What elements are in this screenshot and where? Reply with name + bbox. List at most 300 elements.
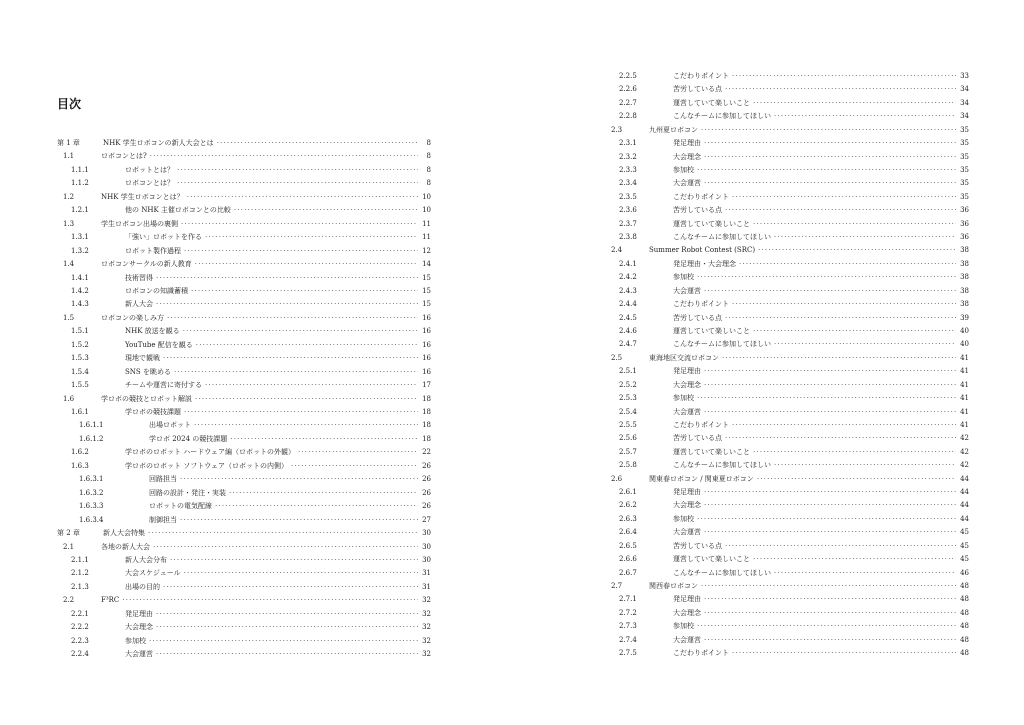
toc-entry-title: 学生ロボコン出場の裏側	[101, 219, 178, 228]
toc-entry[interactable]	[605, 406, 969, 418]
toc-leader-dots	[194, 419, 418, 431]
toc-entry[interactable]	[605, 191, 969, 203]
toc-entry[interactable]	[605, 580, 969, 592]
toc-entry-page: 45	[960, 528, 969, 537]
toc-entry-title: 大会運営	[125, 650, 153, 659]
toc-entry[interactable]	[57, 648, 431, 660]
toc-entry-number: 2.7.5	[619, 649, 637, 658]
toc-entry-number: 2.6	[611, 474, 623, 483]
toc-entry[interactable]	[57, 298, 431, 310]
toc-entry-page: 46	[960, 568, 969, 577]
toc-entry-title: 出場の目的	[125, 582, 160, 591]
toc-leader-dots	[725, 83, 956, 95]
toc-entry-number: 2.4.2	[619, 273, 637, 282]
toc-entry-page: 32	[422, 623, 431, 632]
toc-entry-page: 48	[960, 649, 969, 658]
toc-entry[interactable]	[605, 593, 969, 605]
toc-entry[interactable]	[605, 620, 969, 632]
toc-entry-number: 1.4.1	[71, 273, 89, 282]
toc-entry-number: 第 1 章	[57, 139, 80, 147]
toc-entry-page: 45	[960, 555, 969, 564]
toc-entry[interactable]	[57, 514, 431, 526]
toc-entry-title: 大会運営	[673, 179, 701, 188]
toc-entry-number: 2.6.7	[619, 568, 637, 577]
toc-entry[interactable]	[605, 312, 969, 324]
toc-entry[interactable]	[57, 312, 431, 324]
toc-entry-number: 2.5.8	[619, 461, 637, 470]
toc-entry-page: 32	[422, 609, 431, 618]
toc-entry[interactable]	[605, 271, 969, 283]
toc-entry-number: 2.3	[611, 125, 623, 134]
toc-entry[interactable]	[605, 567, 969, 579]
toc-entry[interactable]	[605, 499, 969, 511]
toc-entry-number: 2.6.1	[619, 488, 637, 497]
toc-entry[interactable]	[605, 218, 969, 230]
toc-entry-title: 現地で観戦	[125, 354, 160, 363]
toc-entry-page: 40	[960, 326, 969, 335]
toc-entry-title: ロボコンとは?	[101, 152, 147, 161]
toc-entry[interactable]	[605, 70, 969, 82]
toc-entry[interactable]	[605, 419, 969, 431]
toc-leader-dots	[753, 325, 956, 337]
toc-leader-dots	[163, 581, 418, 593]
toc-entry-number: 2.1.1	[71, 555, 89, 564]
toc-entry-number: 1.6.1.1	[79, 421, 104, 430]
toc-entry[interactable]	[605, 164, 969, 176]
toc-leader-dots	[195, 393, 418, 405]
toc-entry[interactable]	[605, 177, 969, 189]
toc-entry-page: 48	[960, 581, 969, 590]
toc-leader-dots	[150, 150, 418, 162]
toc-entry-page: 35	[960, 139, 969, 148]
toc-title: 目次	[57, 97, 82, 111]
toc-leader-dots	[704, 634, 956, 646]
toc-entry[interactable]	[605, 325, 969, 337]
toc-entry[interactable]	[57, 272, 431, 284]
toc-entry-page: 31	[422, 582, 431, 591]
toc-entry[interactable]	[605, 486, 969, 498]
toc-entry-page: 48	[960, 622, 969, 631]
toc-entry-number: 2.7	[611, 581, 623, 590]
toc-entry-page: 35	[960, 192, 969, 201]
toc-entry-title: F³RC	[101, 596, 120, 605]
toc-entry-page: 30	[422, 542, 431, 551]
toc-leader-dots	[183, 325, 418, 337]
toc-entry-number: 1.1.2	[71, 179, 89, 188]
toc-entry-number: 2.7.1	[619, 595, 637, 604]
toc-leader-dots	[217, 137, 418, 149]
toc-entry-number: 2.3.8	[619, 233, 637, 242]
toc-entry-page: 41	[960, 394, 969, 403]
toc-entry[interactable]	[57, 164, 431, 176]
toc-entry-title: ロボット製作過程	[125, 246, 181, 255]
toc-entry-number: 1.6.3	[71, 461, 89, 470]
toc-entry-page: 32	[422, 596, 431, 605]
toc-entry-page: 8	[426, 139, 431, 147]
toc-leader-dots	[122, 594, 418, 606]
toc-entry[interactable]	[57, 204, 431, 216]
toc-entry-number: 2.2.4	[71, 650, 89, 659]
toc-entry-number: 2.7.3	[619, 622, 637, 631]
toc-entry[interactable]	[605, 365, 969, 377]
toc-entry-number: 2.2.7	[619, 98, 637, 107]
toc-entry-title: 大会運営	[673, 407, 701, 416]
toc-entry-page: 15	[422, 300, 431, 309]
toc-entry-title: 九州夏ロボコン	[649, 125, 698, 134]
toc-leader-dots	[153, 541, 418, 553]
toc-entry-title: 学ロボのロボット ハードウェア編（ロボットの外観）	[125, 448, 295, 457]
toc-entry-title: 関西春ロボコン	[649, 581, 698, 590]
toc-entry-page: 26	[422, 488, 431, 497]
toc-entry-number: 2.3.1	[619, 139, 637, 148]
toc-entry[interactable]	[605, 97, 969, 109]
toc-entry-number: 2.7.4	[619, 635, 637, 644]
toc-entry-page: 38	[960, 259, 969, 268]
toc-leader-dots	[177, 177, 418, 189]
toc-entry[interactable]	[605, 151, 969, 163]
toc-entry-page: 26	[422, 502, 431, 511]
toc-entry[interactable]	[57, 150, 431, 162]
toc-entry-number: 1.1.1	[71, 165, 89, 174]
toc-entry-number: 2.2	[63, 596, 75, 605]
toc-entry-title: こんなチームに参加してほしい	[673, 112, 771, 121]
toc-entry-number: 2.6.6	[619, 555, 637, 564]
toc-entry-title: こんなチームに参加してほしい	[673, 461, 771, 470]
toc-entry-number: 1.6.3.2	[79, 488, 104, 497]
toc-entry[interactable]	[57, 191, 431, 203]
toc-entry-title: 新人大会分布	[125, 555, 167, 564]
toc-entry-number: 1.5.2	[71, 340, 89, 349]
toc-entry[interactable]	[57, 137, 431, 149]
toc-entry-page: 8	[426, 165, 431, 174]
toc-entry-title: 参加校	[125, 636, 146, 645]
toc-entry[interactable]	[57, 258, 431, 270]
toc-entry-number: 2.4.5	[619, 313, 637, 322]
toc-leader-dots	[697, 271, 956, 283]
toc-leader-dots	[758, 244, 956, 256]
toc-entry-title: ロボコンとは？	[125, 179, 174, 188]
toc-entry-title: YouTube 配信を観る	[125, 340, 193, 349]
toc-leader-dots	[722, 352, 956, 364]
toc-leader-dots	[156, 608, 418, 620]
toc-entry-title: 学ロボの競技課題	[125, 408, 181, 416]
toc-entry-page: 34	[960, 112, 969, 121]
toc-entry-page: 16	[422, 340, 431, 349]
toc-entry-number: 1.6.1	[71, 408, 89, 416]
toc-leader-dots	[184, 406, 418, 418]
toc-entry[interactable]	[57, 567, 431, 579]
toc-entry[interactable]	[57, 419, 431, 431]
toc-entry[interactable]	[57, 393, 431, 405]
toc-leader-dots	[732, 647, 956, 659]
toc-entry-page: 34	[960, 98, 969, 107]
toc-entry-number: 2.1.3	[71, 582, 89, 591]
toc-entry[interactable]	[605, 258, 969, 270]
toc-entry-title: 参加校	[673, 273, 694, 282]
toc-leader-dots	[704, 406, 956, 418]
toc-entry[interactable]	[605, 446, 969, 458]
toc-leader-dots	[704, 526, 956, 538]
toc-entry-title: 他の NHK 主催ロボコンとの比較	[125, 206, 231, 215]
toc-entry-page: 42	[960, 461, 969, 470]
toc-entry[interactable]	[57, 231, 431, 243]
toc-leader-dots	[234, 204, 418, 216]
toc-entry-number: 2.3.6	[619, 206, 637, 215]
toc-entry-page: 44	[960, 501, 969, 510]
toc-entry-page: 11	[422, 233, 431, 242]
toc-entry[interactable]	[605, 379, 969, 391]
toc-entry-page: 18	[422, 421, 431, 430]
toc-entry-page: 41	[960, 367, 969, 376]
toc-leader-dots	[156, 272, 418, 284]
toc-entry[interactable]	[605, 231, 969, 243]
toc-entry[interactable]	[57, 500, 431, 512]
toc-entry[interactable]	[57, 460, 431, 472]
toc-entry-title: 苦労している点	[673, 434, 722, 443]
toc-entry[interactable]	[57, 581, 431, 593]
toc-leader-dots	[704, 607, 956, 619]
toc-entry[interactable]	[57, 406, 431, 418]
toc-entry[interactable]	[605, 285, 969, 297]
toc-entry-page: 33	[960, 72, 969, 80]
toc-entry-page: 16	[422, 327, 431, 336]
toc-entry[interactable]	[57, 285, 431, 297]
toc-entry-title: 回路の設計・発注・実装	[149, 488, 226, 497]
toc-entry-page: 30	[422, 555, 431, 564]
toc-entry[interactable]	[605, 432, 969, 444]
toc-entry[interactable]	[605, 540, 969, 552]
toc-entry-number: 1.6.3.4	[79, 515, 104, 524]
toc-entry-page: 26	[422, 461, 431, 470]
toc-entry-page: 39	[960, 313, 969, 322]
toc-entry-title: 発足理由・大会理念	[673, 259, 736, 268]
toc-entry-number: 2.6.5	[619, 541, 637, 550]
toc-leader-dots	[774, 459, 956, 471]
toc-entry-number: 1.6.3.1	[79, 475, 104, 484]
toc-entry-number: 2.2.2	[71, 623, 89, 632]
toc-entry-page: 18	[422, 394, 431, 403]
toc-entry-number: 1.5	[63, 313, 75, 322]
toc-entry[interactable]	[57, 218, 431, 230]
toc-leader-dots	[298, 446, 418, 458]
toc-entry[interactable]	[57, 594, 431, 606]
toc-entry[interactable]	[57, 621, 431, 633]
toc-leader-dots	[156, 621, 418, 633]
toc-entry[interactable]	[57, 379, 431, 391]
toc-leader-dots	[774, 231, 956, 243]
toc-entry[interactable]	[605, 553, 969, 565]
toc-entry-title: 学ロボ 2024 の競技課題	[149, 434, 228, 443]
toc-entry[interactable]	[57, 446, 431, 458]
toc-entry-title: 出場ロボット	[149, 421, 191, 430]
toc-entry-number: 2.4.1	[619, 259, 637, 268]
toc-entry-number: 1.3	[63, 219, 75, 228]
toc-entry[interactable]	[605, 83, 969, 95]
toc-leader-dots	[215, 500, 418, 512]
toc-entry-title: 運営していて楽しいこと	[673, 98, 750, 107]
toc-leader-dots	[732, 419, 956, 431]
toc-leader-dots	[177, 164, 418, 176]
toc-entry-title: 運営していて楽しいこと	[673, 326, 750, 335]
toc-entry-number: 1.1	[63, 152, 75, 161]
toc-leader-dots	[149, 635, 418, 647]
toc-leader-dots	[181, 218, 418, 230]
toc-leader-dots	[704, 593, 956, 605]
toc-entry-page: 44	[960, 474, 969, 483]
toc-entry-page: 38	[960, 273, 969, 282]
toc-entry-number: 2.3.2	[619, 152, 637, 161]
toc-entry-title: NHK 放送を観る	[125, 327, 180, 336]
toc-leader-dots	[704, 285, 956, 297]
toc-entry-number: 2.2.3	[71, 636, 89, 645]
toc-entry-title: 発足理由	[673, 367, 701, 376]
toc-leader-dots	[191, 285, 418, 297]
toc-entry-page: 16	[422, 313, 431, 322]
toc-entry-title: 東海地区交流ロボコン	[649, 353, 719, 362]
toc-entry-title: 苦労している点	[673, 313, 722, 322]
toc-entry-title: 大会理念	[673, 501, 701, 510]
toc-entry-number: 1.3.1	[71, 233, 89, 242]
toc-entry[interactable]	[605, 137, 969, 149]
toc-entry[interactable]	[57, 245, 431, 257]
toc-entry-title: NHK 学生ロボコンの新人大会とは	[103, 139, 214, 147]
toc-leader-dots	[753, 446, 956, 458]
toc-leader-dots	[148, 527, 418, 539]
toc-entry-title: こだわりポイント	[673, 192, 729, 201]
toc-entry[interactable]	[57, 541, 431, 553]
toc-leader-dots	[704, 499, 956, 511]
toc-entry-page: 10	[422, 206, 431, 215]
toc-entry[interactable]	[57, 433, 431, 445]
toc-leader-dots	[774, 567, 956, 579]
toc-entry-number: 1.6.2	[71, 448, 89, 457]
toc-entry[interactable]	[605, 298, 969, 310]
toc-entry-page: 36	[960, 219, 969, 228]
toc-entry-title: こんなチームに参加してほしい	[673, 233, 771, 242]
toc-leader-dots	[704, 486, 956, 498]
toc-entry-number: 1.4.2	[71, 286, 89, 295]
toc-entry-number: 2.5.1	[619, 367, 637, 376]
toc-entry-title: 大会理念	[125, 623, 153, 632]
toc-entry-number: 2.2.8	[619, 112, 637, 121]
toc-entry-title: 技術習得	[125, 273, 153, 282]
toc-entry[interactable]	[605, 526, 969, 538]
toc-entry[interactable]	[605, 607, 969, 619]
toc-entry-page: 16	[422, 367, 431, 376]
toc-leader-dots	[697, 513, 956, 525]
toc-leader-dots	[774, 338, 956, 350]
toc-entry[interactable]	[57, 527, 431, 539]
toc-entry[interactable]	[57, 366, 431, 378]
toc-entry-title: 大会運営	[673, 635, 701, 644]
toc-entry-title: ロボットの電気配線	[149, 502, 212, 511]
toc-entry-number: 2.5.4	[619, 407, 637, 416]
toc-entry[interactable]	[605, 338, 969, 350]
toc-entry-title: 制御担当	[149, 515, 177, 524]
toc-entry-number: 2.7.2	[619, 608, 637, 617]
toc-entry-title: 参加校	[673, 165, 694, 174]
toc-entry-number: 2.5.5	[619, 420, 637, 429]
toc-leader-dots	[187, 191, 418, 203]
toc-entry-number: 1.3.2	[71, 246, 89, 255]
toc-entry-title: 運営していて楽しいこと	[673, 219, 750, 228]
toc-entry-page: 15	[422, 273, 431, 282]
toc-entry[interactable]	[605, 124, 969, 136]
toc-leader-dots	[156, 648, 418, 660]
toc-entry-title: Summer Robot Contest (SRC)	[649, 246, 756, 255]
toc-entry-title: こんなチームに参加してほしい	[673, 340, 771, 349]
toc-entry[interactable]	[605, 634, 969, 646]
toc-leader-dots	[725, 432, 956, 444]
toc-entry[interactable]	[605, 513, 969, 525]
toc-entry-title: こだわりポイント	[673, 649, 729, 658]
toc-entry-title: 各地の新人大会	[101, 542, 150, 551]
toc-entry-number: 2.5.7	[619, 447, 637, 456]
toc-entry[interactable]	[605, 459, 969, 471]
toc-entry-number: 1.5.3	[71, 354, 89, 363]
toc-entry[interactable]	[57, 325, 431, 337]
toc-leader-dots	[195, 258, 418, 270]
toc-entry-page: 26	[422, 475, 431, 484]
toc-entry[interactable]	[605, 352, 969, 364]
toc-entry-page: 38	[960, 286, 969, 295]
toc-entry-title: 発足理由	[673, 139, 701, 148]
toc-entry-page: 45	[960, 541, 969, 550]
toc-entry[interactable]	[57, 608, 431, 620]
toc-entry-title: 学ロボのロボット ソフトウェア（ロボットの内側）	[125, 461, 288, 470]
toc-entry[interactable]	[605, 110, 969, 122]
toc-entry[interactable]	[57, 352, 431, 364]
toc-entry-title: 苦労している点	[673, 85, 722, 94]
toc-entry[interactable]	[57, 635, 431, 647]
toc-leader-dots	[180, 514, 418, 526]
toc-entry-title: 大会運営	[673, 528, 701, 537]
toc-entry-page: 18	[422, 408, 431, 416]
toc-entry[interactable]	[605, 244, 969, 256]
toc-leader-dots	[725, 312, 956, 324]
toc-entry-title: 参加校	[673, 622, 694, 631]
toc-entry[interactable]	[57, 473, 431, 485]
toc-entry-title: ロボットとは？	[125, 165, 174, 174]
toc-entry[interactable]	[605, 647, 969, 659]
toc-entry-number: 第 2 章	[57, 529, 80, 538]
toc-entry[interactable]	[605, 473, 969, 485]
toc-entry[interactable]	[57, 339, 431, 351]
toc-entry-page: 32	[422, 650, 431, 659]
toc-entry-number: 2.5	[611, 353, 623, 362]
toc-entry-page: 27	[422, 515, 431, 524]
toc-leader-dots	[205, 231, 418, 243]
toc-leader-dots	[753, 553, 956, 565]
toc-entry[interactable]	[605, 392, 969, 404]
toc-entry[interactable]	[57, 177, 431, 189]
toc-leader-dots	[291, 460, 418, 472]
toc-leader-dots	[701, 124, 956, 136]
toc-entry[interactable]	[57, 487, 431, 499]
toc-entry-title: 参加校	[673, 394, 694, 403]
toc-entry-page: 44	[960, 488, 969, 497]
toc-entry-title: 苦労している点	[673, 541, 722, 550]
toc-entry-page: 11	[422, 219, 431, 228]
toc-entry[interactable]	[605, 204, 969, 216]
toc-entry-number: 1.6.1.2	[79, 434, 104, 443]
toc-entry-page: 36	[960, 233, 969, 242]
toc-entry-number: 2.4.6	[619, 326, 637, 335]
toc-entry[interactable]	[57, 554, 431, 566]
toc-leader-dots	[704, 137, 956, 149]
toc-leader-dots	[739, 258, 956, 270]
toc-entry-page: 44	[960, 514, 969, 523]
